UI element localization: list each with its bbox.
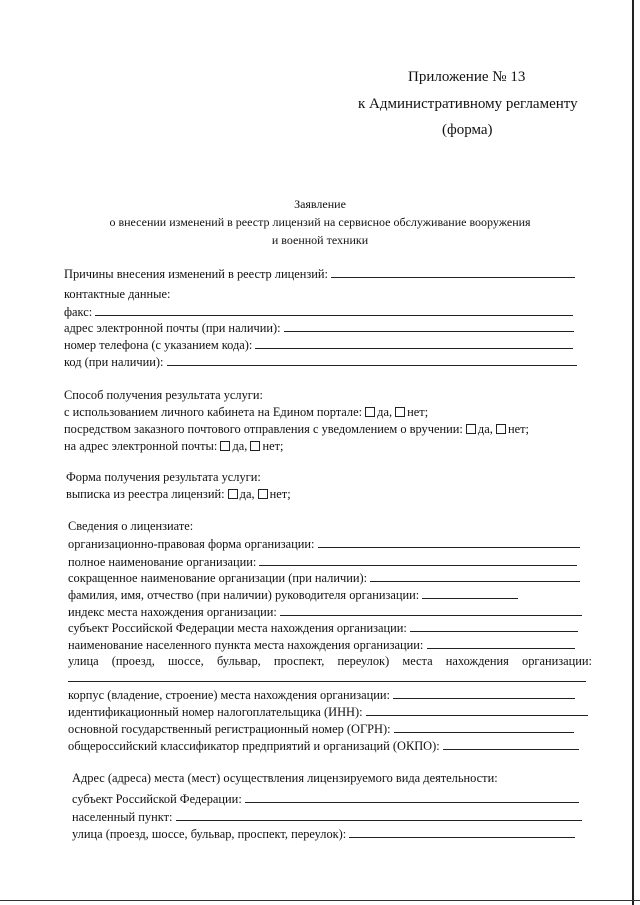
- reasons-label: Причины внесения изменений в реестр лицензий:: [64, 267, 328, 281]
- legal-form-field[interactable]: [68, 536, 580, 552]
- fax-label: факс:: [64, 305, 93, 319]
- building-label: корпус (владение, строение) места нахождения организации:: [68, 688, 390, 702]
- post-no-checkbox[interactable]: [496, 424, 506, 434]
- portal-no-label: нет;: [407, 405, 429, 419]
- code-label: код (при наличии):: [64, 355, 164, 369]
- address-street-label: улица (проезд, шоссе, бульвар, проспект, переулок):: [72, 827, 347, 841]
- address-subject-blank[interactable]: [245, 791, 579, 803]
- reasons-blank[interactable]: [331, 266, 575, 278]
- email-label: адрес электронной почты (при наличии):: [64, 321, 281, 335]
- address-subject-label: субъект Российской Федерации:: [72, 792, 242, 806]
- head-name-blank[interactable]: [422, 587, 518, 599]
- inn-field[interactable]: [68, 704, 588, 720]
- fax-field[interactable]: [64, 304, 573, 320]
- head-name-label: фамилия, имя, отчество (при наличии) руководителя организации:: [68, 588, 420, 602]
- subject-blank[interactable]: [410, 620, 578, 632]
- fax-blank[interactable]: [95, 304, 573, 316]
- email-field[interactable]: [64, 320, 574, 336]
- address-heading: Адрес (адреса) места (мест) осуществления лицензируемого вида деятельности:: [72, 771, 498, 785]
- short-name-field[interactable]: [68, 570, 580, 586]
- head-name-field[interactable]: [68, 587, 518, 603]
- ogrn-blank[interactable]: [394, 721, 574, 733]
- full-name-field[interactable]: [68, 554, 577, 570]
- okpo-blank[interactable]: [443, 738, 579, 750]
- building-blank[interactable]: [393, 687, 575, 699]
- document-title: Заявление: [294, 197, 346, 211]
- short-name-blank[interactable]: [370, 570, 580, 582]
- short-name-label: сокращенное наименование организации (при наличии):: [68, 571, 368, 585]
- postcode-field[interactable]: [68, 604, 582, 620]
- method-portal-label: с использованием личного кабинета на Едином портале:: [64, 405, 363, 419]
- portal-yes-label: да,: [377, 405, 393, 419]
- phone-label: номер телефона (с указанием кода):: [64, 338, 253, 352]
- email-no-label: нет;: [262, 439, 284, 453]
- extract-label: выписка из реестра лицензий:: [66, 487, 225, 501]
- okpo-field[interactable]: [68, 738, 579, 754]
- post-yes-label: да,: [477, 422, 493, 436]
- address-settlement-blank[interactable]: [176, 809, 582, 821]
- legal-form-label: организационно-правовая форма организации:: [68, 537, 315, 551]
- street-blank[interactable]: [68, 681, 586, 682]
- address-subject-field[interactable]: [72, 791, 579, 807]
- method-post: [64, 421, 529, 437]
- method-portal: [64, 404, 428, 420]
- method-post-label: посредством заказного почтового отправления с уведомлением о вручении:: [64, 422, 463, 436]
- method-email: [64, 438, 283, 454]
- email-no-checkbox[interactable]: [250, 441, 260, 451]
- inn-label: идентификационный номер налогоплательщика (ИНН):: [68, 705, 363, 719]
- extract-yes-label: да,: [239, 487, 255, 501]
- full-name-blank[interactable]: [259, 554, 577, 566]
- extract-no-checkbox[interactable]: [258, 489, 268, 499]
- email-yes-checkbox[interactable]: [220, 441, 230, 451]
- inn-blank[interactable]: [366, 704, 588, 716]
- post-no-label: нет;: [507, 422, 529, 436]
- document-subtitle-cont: и военной техники: [271, 233, 369, 247]
- street-label: улица (проезд, шоссе, бульвар, проспект, переулок) места нахождения организации:: [68, 654, 592, 668]
- email-yes-label: да,: [232, 439, 248, 453]
- extract-yes-checkbox[interactable]: [228, 489, 238, 499]
- method-heading: Способ получения результата услуги:: [64, 388, 263, 402]
- scan-edge-right: [632, 0, 634, 905]
- code-field[interactable]: [64, 354, 577, 370]
- email-blank[interactable]: [284, 320, 574, 332]
- portal-yes-checkbox[interactable]: [365, 407, 375, 417]
- document-subtitle: о внесении изменений в реестр лицензий на сервисное обслуживание вооружения: [109, 215, 531, 229]
- legal-form-blank[interactable]: [318, 536, 580, 548]
- settlement-blank[interactable]: [427, 637, 575, 649]
- licensee-heading: Сведения о лицензиате:: [68, 519, 194, 533]
- ogrn-label: основной государственный регистрационный номер (ОГРН):: [68, 722, 391, 736]
- address-street-field[interactable]: [72, 826, 575, 842]
- method-email-label: на адрес электронной почты:: [64, 439, 218, 453]
- subject-field[interactable]: [68, 620, 578, 636]
- form-result-extract: [66, 486, 291, 502]
- form-note: (форма): [442, 122, 493, 138]
- phone-field[interactable]: [64, 337, 573, 353]
- postcode-blank[interactable]: [280, 604, 582, 616]
- phone-blank[interactable]: [255, 337, 573, 349]
- full-name-label: полное наименование организации:: [68, 555, 257, 569]
- address-settlement-field[interactable]: [72, 809, 582, 825]
- okpo-label: общероссийский классификатор предприятий и организаций (ОКПО):: [68, 739, 440, 753]
- form-result-heading: Форма получения результата услуги:: [66, 470, 261, 484]
- contacts-label: контактные данные:: [64, 287, 171, 301]
- subject-label: субъект Российской Федерации места нахождения организации:: [68, 621, 407, 635]
- portal-no-checkbox[interactable]: [395, 407, 405, 417]
- address-street-blank[interactable]: [349, 826, 575, 838]
- address-settlement-label: населенный пункт:: [72, 810, 173, 824]
- postcode-label: индекс места нахождения организации:: [68, 605, 277, 619]
- ogrn-field[interactable]: [68, 721, 574, 737]
- reasons-field[interactable]: [64, 266, 575, 282]
- settlement-field[interactable]: [68, 637, 575, 653]
- post-yes-checkbox[interactable]: [466, 424, 476, 434]
- appendix-number: Приложение № 13: [408, 69, 526, 85]
- building-field[interactable]: [68, 687, 575, 703]
- regulation-reference: к Административному регламенту: [358, 96, 578, 112]
- extract-no-label: нет;: [269, 487, 291, 501]
- scan-edge-bottom: [0, 900, 640, 901]
- settlement-label: наименование населенного пункта места нахождения организации:: [68, 638, 424, 652]
- code-blank[interactable]: [167, 354, 577, 366]
